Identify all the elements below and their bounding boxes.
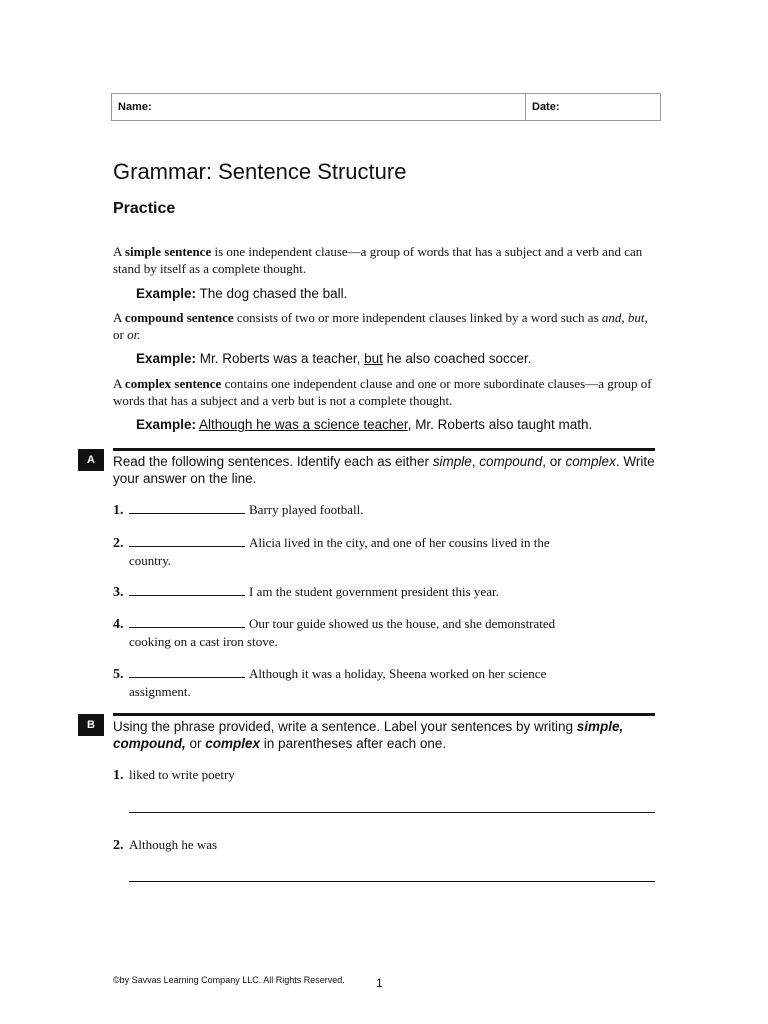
complex-definition: A complex sentence contains one independent clause and one or more subordinate clauses—a group of words that has a subject and a verb but is not a complete thought.	[113, 376, 652, 408]
name-date-box	[111, 93, 661, 121]
date-field[interactable]	[526, 94, 660, 120]
copyright-footer: ©by Savvas Learning Company LLC. All Rights Reserved.	[113, 975, 345, 985]
name-label: Name:	[118, 101, 152, 113]
section-b-badge: B	[78, 714, 104, 736]
section-a-item-4: 4. Our tour guide showed us the house, and she demonstrated cooking on a cast iron stove.	[113, 616, 556, 649]
simple-example: Example: The dog chased the ball.	[136, 286, 348, 301]
page-number: 1	[376, 976, 383, 990]
compound-term: compound sentence	[124, 310, 234, 325]
section-b-rule	[113, 713, 655, 716]
date-label: Date:	[532, 101, 560, 113]
section-b-answer-line-1[interactable]	[129, 812, 655, 813]
page-title: Grammar: Sentence Structure	[113, 159, 407, 184]
section-b-item-2: 2. Although he was	[113, 837, 218, 853]
answer-blank[interactable]	[129, 534, 245, 547]
section-a-item-3: 3. I am the student government president this year.	[113, 584, 499, 600]
section-a-instructions: Read the following sentences. Identify each as either simple, compound, or complex. Write your answer on the line.	[113, 454, 655, 486]
complex-example: Example: Although he was a science teacher, Mr. Roberts also taught math.	[136, 417, 593, 432]
section-a-item-1: 1. Barry played football.	[113, 502, 364, 518]
answer-blank[interactable]	[129, 665, 245, 678]
simple-term: simple sentence	[124, 244, 212, 259]
section-a-item-2: 2. Alicia lived in the city, and one of her cousins lived in the country.	[113, 535, 550, 568]
section-a-badge: A	[78, 449, 104, 471]
answer-blank[interactable]	[129, 615, 245, 628]
answer-blank[interactable]	[129, 501, 245, 514]
compound-definition: A compound sentence consists of two or more independent clauses linked by a word such as and, but, or or.	[113, 310, 648, 342]
compound-example: Example: Mr. Roberts was a teacher, but he also coached soccer.	[136, 351, 532, 366]
answer-blank[interactable]	[129, 583, 245, 596]
name-field[interactable]	[112, 94, 526, 120]
section-b-instructions: Using the phrase provided, write a sentence. Label your sentences by writing simple, compound, or complex in parentheses after each one.	[113, 719, 624, 751]
page-subtitle: Practice	[113, 200, 176, 217]
simple-definition: A simple sentence is one independent clause—a group of words that has a subject and a verb and can stand by itself as a complete thought.	[113, 244, 643, 276]
complex-term: complex sentence	[124, 376, 222, 391]
section-b-item-1: 1. liked to write poetry	[113, 767, 235, 783]
section-a-rule	[113, 448, 655, 451]
section-a-item-5: 5. Although it was a holiday, Sheena worked on her science assignment.	[113, 666, 547, 699]
section-b-answer-line-2[interactable]	[129, 881, 655, 882]
